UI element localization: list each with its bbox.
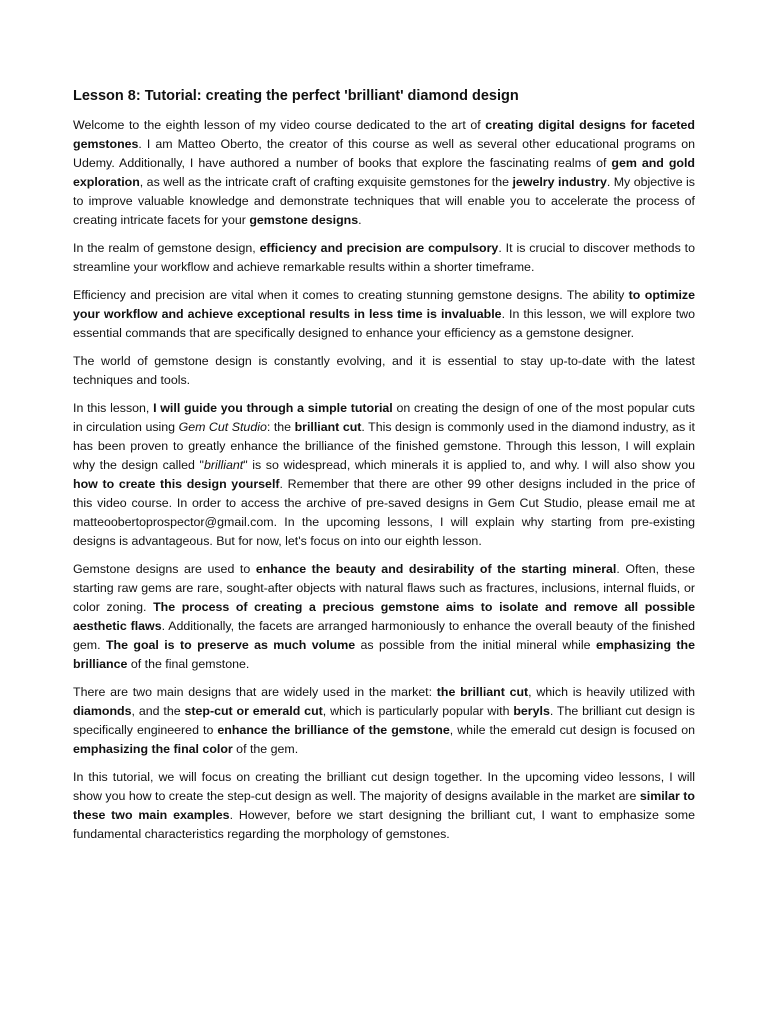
- paragraph: [73, 239, 695, 277]
- text-run: , which is heavily utilized with: [528, 685, 695, 699]
- text-run: . Often, these starting raw gems are rare, sought-after objects with natural flaws such as fractures, inclusions, internal fluids, or color zoning.: [73, 562, 696, 614]
- text-run: . However, before we start designing the brilliant cut, I want to emphasize some fundamental characteristics regarding the morphology of gemstones.: [73, 808, 695, 841]
- italic-text: Gem Cut Studio: [178, 420, 267, 434]
- bold-text: The goal is to preserve as much volume: [105, 638, 356, 652]
- text-run: . Additionally, the facets are arranged harmoniously to enhance the overall beauty of the finished gem.: [73, 619, 695, 652]
- bold-text: to optimize your workflow and achieve exceptional results in less time is invaluable: [73, 288, 695, 321]
- text-run: , while the emerald cut design is focused on: [449, 723, 695, 737]
- paragraph: [73, 352, 695, 390]
- text-run: . In this lesson, we will explore two essential commands that are specifically designed to enhance your efficiency as a gemstone designer.: [73, 307, 695, 340]
- text-run: : the: [266, 420, 295, 434]
- text-run: Gemstone designs are used to: [73, 562, 256, 576]
- bold-text: beryls: [513, 704, 550, 718]
- text-run: In this tutorial, we will focus on creating the brilliant cut design together. In the upcoming video lessons, I will show you how to create the step-cut design as well. The majority of designs available in the market are: [73, 770, 695, 803]
- bold-text: step-cut or emerald cut: [184, 704, 323, 718]
- document-page: [73, 86, 695, 853]
- text-run: . I am Matteo Oberto, the creator of this course as well as several other educational programs on Udemy. Additionally, I have authored a number of books that explore the fascinating realms of: [73, 137, 695, 170]
- bold-text: gem and gold exploration: [73, 156, 695, 189]
- bold-text: I will guide you through a simple tutorial: [153, 401, 393, 415]
- paragraph: [73, 286, 695, 343]
- bold-text: the brilliant cut: [436, 685, 529, 699]
- bold-text: enhance the beauty and desirability of the starting mineral: [255, 562, 617, 576]
- text-run: , and the: [131, 704, 185, 718]
- text-run: In the realm of gemstone design,: [73, 241, 260, 255]
- text-run: Efficiency and precision are vital when it comes to creating stunning gemstone designs. The ability: [73, 288, 629, 302]
- bold-text: jewelry industry: [512, 175, 607, 189]
- bold-text: emphasizing the brilliance: [73, 638, 695, 671]
- bold-text: how to create this design yourself: [73, 477, 280, 491]
- text-run: .: [358, 213, 362, 227]
- text-run: of the final gemstone.: [127, 657, 250, 671]
- text-run: There are two main designs that are widely used in the market:: [73, 685, 437, 699]
- text-run: of the gem.: [232, 742, 299, 756]
- text-run: . This design is commonly used in the diamond industry, as it has been proven to greatly enhance the brilliance of the finished gemstone. Through this lesson, I will explain why the design called ": [73, 420, 696, 472]
- bold-text: diamonds: [73, 704, 132, 718]
- bold-text: gemstone designs: [249, 213, 359, 227]
- text-run: , as well as the intricate craft of crafting exquisite gemstones for the: [139, 175, 513, 189]
- bold-text: creating digital designs for faceted gemstones: [73, 118, 695, 151]
- bold-text: brilliant cut: [294, 420, 362, 434]
- text-run: . Remember that there are other 99 other designs included in the price of this video course. In order to access the archive of pre-saved designs in Gem Cut Studio, please email me at matteoobertoprospector@gmail.com. In the upcoming lessons, I will explain why starting from pre-existing designs is advantageous. But for now, let's focus on into our eighth lesson.: [73, 477, 696, 548]
- paragraph: [73, 560, 695, 674]
- bold-text: enhance the brilliance of the gemstone: [217, 723, 450, 737]
- text-run: Welcome to the eighth lesson of my video course dedicated to the art of: [73, 118, 486, 132]
- text-run: The world of gemstone design is constantly evolving, and it is essential to stay up-to-date with the latest techniques and tools.: [73, 354, 695, 387]
- text-run: In this lesson,: [73, 401, 154, 415]
- bold-text: similar to these two main examples: [73, 789, 695, 822]
- paragraph: [73, 683, 695, 759]
- text-run: , which is particularly popular with: [322, 704, 514, 718]
- paragraph: [73, 399, 695, 551]
- text-run: as possible from the initial mineral while: [355, 638, 596, 652]
- document-body: [73, 116, 695, 844]
- paragraph: [73, 768, 695, 844]
- text-run: " is so widespread, which minerals it is applied to, and why. I will also show you: [243, 458, 695, 472]
- text-run: on creating the design of one of the most popular cuts in circulation using: [73, 401, 695, 434]
- text-run: . It is crucial to discover methods to streamline your workflow and achieve remarkable results within a shorter timeframe.: [73, 241, 696, 274]
- bold-text: emphasizing the final color: [73, 742, 233, 756]
- bold-text: The process of creating a precious gemstone aims to isolate and remove all possible aesthetic flaws: [73, 600, 695, 633]
- bold-text: efficiency and precision are compulsory: [259, 241, 499, 255]
- text-run: . My objective is to improve valuable knowledge and demonstrate techniques that will enable you to accelerate the process of creating intricate facets for your: [73, 175, 696, 227]
- text-run: . The brilliant cut design is specifically engineered to: [73, 704, 695, 737]
- italic-text: brilliant: [203, 458, 244, 472]
- paragraph: [73, 116, 695, 230]
- document-title: Lesson 8: Tutorial: creating the perfect 'brilliant' diamond design: [73, 88, 519, 104]
